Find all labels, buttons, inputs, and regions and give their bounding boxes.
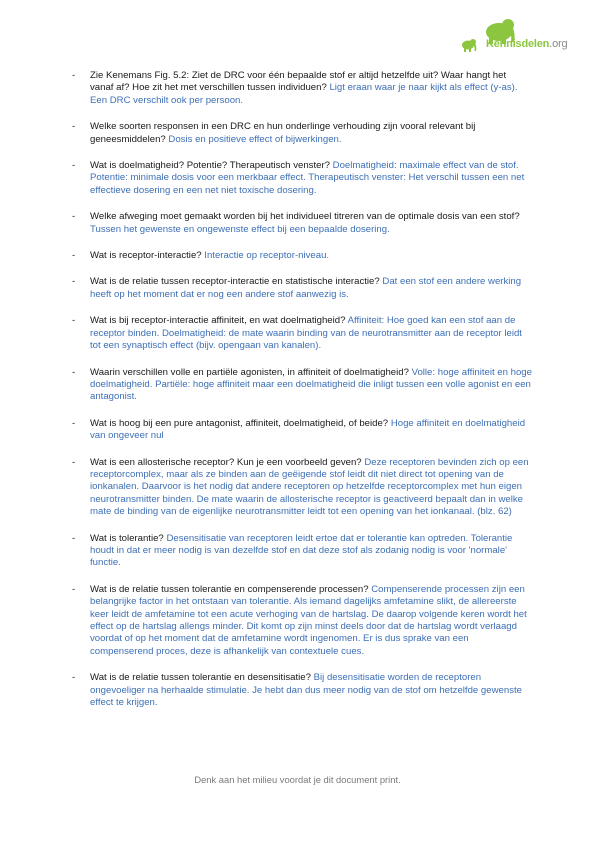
answer-text: Desensitisatie van receptoren leidt ertoe dat er tolerantie kan optreden. Tolerantie houdt in dat er meer nodig is van dezelfde stof en dat deze stof als zodanig nodig is voor 'normale' functie. xyxy=(90,532,513,569)
question-text: Zie Kenemans Fig. 5.2: Ziet de DRC voor één bepaalde stof er altijd hetzelfde uit? Waar hangt het vanaf af? Hoe zit het met verschillen tussen individuen? xyxy=(90,70,507,94)
question-text: Wat is de relatie tussen tolerantie en compenserende processen? xyxy=(90,583,369,595)
list-item xyxy=(72,211,532,236)
question-text: Welke afweging moet gemaakt worden bij het individueel titreren van de optimale dosis van een stof? xyxy=(90,211,520,223)
question-text: Wat is een allosterische receptor? Kun je een voorbeeld geven? xyxy=(90,456,362,468)
question-text: Wat is doelmatigheid? Potentie? Therapeutisch venster? xyxy=(90,160,330,172)
list-dash: - xyxy=(72,315,76,327)
answer-text: Affiniteit: Hoe goed kan een stof aan de receptor binden. Doelmatigheid: de mate waarin binding van de neurotransmitter aan de receptor leidt tot een synaptisch effect (bijv. opengaan van kanalen). xyxy=(90,315,522,352)
elephant-logo-icon xyxy=(456,14,520,58)
list-item xyxy=(72,672,532,709)
list-dash: - xyxy=(72,70,76,81)
list-item xyxy=(72,533,532,570)
list-item xyxy=(72,315,532,352)
list-item xyxy=(72,584,532,658)
question-text: Wat is hoog bij een pure antagonist, affiniteit, doelmatigheid, of beide? xyxy=(90,417,389,429)
list-dash: - xyxy=(72,417,76,429)
answer-text: Dosis en positieve effect of bijwerkingen. xyxy=(168,133,342,145)
question-text: Wat is de relatie tussen receptor-interactie en statistische interactie? xyxy=(90,276,380,288)
list-item xyxy=(72,70,532,107)
list-item xyxy=(72,121,532,146)
logo-tld: .org xyxy=(549,38,568,50)
question-text: Wat is de relatie tussen tolerantie en desensitisatie? xyxy=(90,672,311,684)
list-dash: - xyxy=(72,250,76,262)
list-dash: - xyxy=(72,672,76,684)
answer-text: Tussen het gewenste en ongewenste effect bij een bepaalde dosering. xyxy=(90,223,390,235)
list-item xyxy=(72,160,532,197)
list-dash: - xyxy=(72,276,76,288)
question-text: Wat is receptor-interactie? xyxy=(90,250,202,262)
list-item xyxy=(72,250,532,262)
question-text: Welke soorten responsen in een DRC en hun onderlinge verhouding zijn vooral relevant bij geneesmiddelen? xyxy=(90,121,476,145)
answer-text: Interactie op receptor-niveau. xyxy=(204,250,330,262)
list-dash: - xyxy=(72,583,76,595)
answer-text: Volle: hoge affiniteit en hoge doelmatigheid. Partiële: hoge affiniteit maar een doelmatigheid die inligt tussen een volle agonist en een antagonist. xyxy=(90,366,532,403)
answer-text: Doelmatigheid: maximale effect van de stof. Potentie: minimale dosis voor een merkbaar effect. Therapeutisch venster: Het verschil tussen een net effectieve dosering en een net niet toxische dosering. xyxy=(90,160,525,196)
logo-name: Kennisdelen xyxy=(486,38,550,50)
question-list xyxy=(72,70,532,723)
kennisdelen-logo[interactable] xyxy=(456,14,576,58)
answer-text: Deze receptoren bevinden zich op een receptorcomplex, maar als ze binden aan de geëigende stof leidt dit niet direct tot opening van de ionkanalen. Daarvoor is het nodig dat andere receptoren op hetzelfde receptorcomplex met hun eigen neurotransmitter binden. De mate waarin de allosterische receptor is geactiveerd bepaalt dan in welke mate de binding van de eigenlijke neurotransmitter leidt tot een opening van het ionkanaal. (blz. 62) xyxy=(90,456,529,518)
list-item xyxy=(72,418,532,443)
question-text: Waarin verschillen volle en partiële agonisten, in affiniteit of doelmatigheid? xyxy=(90,366,409,378)
answer-text: Dat een stof een andere werking heeft op het moment dat er nog een andere stof aanwezig is. xyxy=(90,276,522,300)
list-item xyxy=(72,457,532,519)
list-dash: - xyxy=(72,532,76,544)
logo-wordmark xyxy=(486,38,567,50)
footer-note: Denk aan het milieu voordat je dit document print. xyxy=(194,774,401,785)
list-dash: - xyxy=(72,456,76,468)
question-text: Wat is tolerantie? xyxy=(90,532,164,544)
answer-text: Ligt eraan waar je naar kijkt als effect (y-as). Een DRC verschilt ook per persoon. xyxy=(90,82,518,106)
list-item xyxy=(72,367,532,404)
list-dash: - xyxy=(72,366,76,378)
answer-text: Bij desensitisatie worden de receptoren ongevoeliger na herhaalde stimulatie. Je hebt dan dus meer nodig van de stof om hetzelfde gewenste effect te krijgen. xyxy=(90,672,522,709)
list-dash: - xyxy=(72,121,76,133)
answer-text: Compenserende processen zijn een belangrijke factor in het ontstaan van tolerantie. Als iemand dagelijks amfetamine slikt, de allereerste keer leidt de amfetamine tot een acute verhoging van de hartslag. De daarop volgende keren wordt het effect op de hartslag allengs minder. Dit komt op zijn minst deels door dat de hartslag wordt verlaagd voordat of op het moment dat de amfetamine wordt ingenomen. Er is dus sprake van een compenserend proces, deze is afhankelijk van contextuele cues. xyxy=(90,583,527,657)
list-dash: - xyxy=(72,160,76,172)
list-dash: - xyxy=(72,211,76,223)
question-text: Wat is bij receptor-interactie affiniteit, en wat doelmatigheid? xyxy=(90,315,346,327)
list-item xyxy=(72,276,532,301)
answer-text: Hoge affiniteit en doelmatigheid van ongeveer nul xyxy=(90,417,526,442)
